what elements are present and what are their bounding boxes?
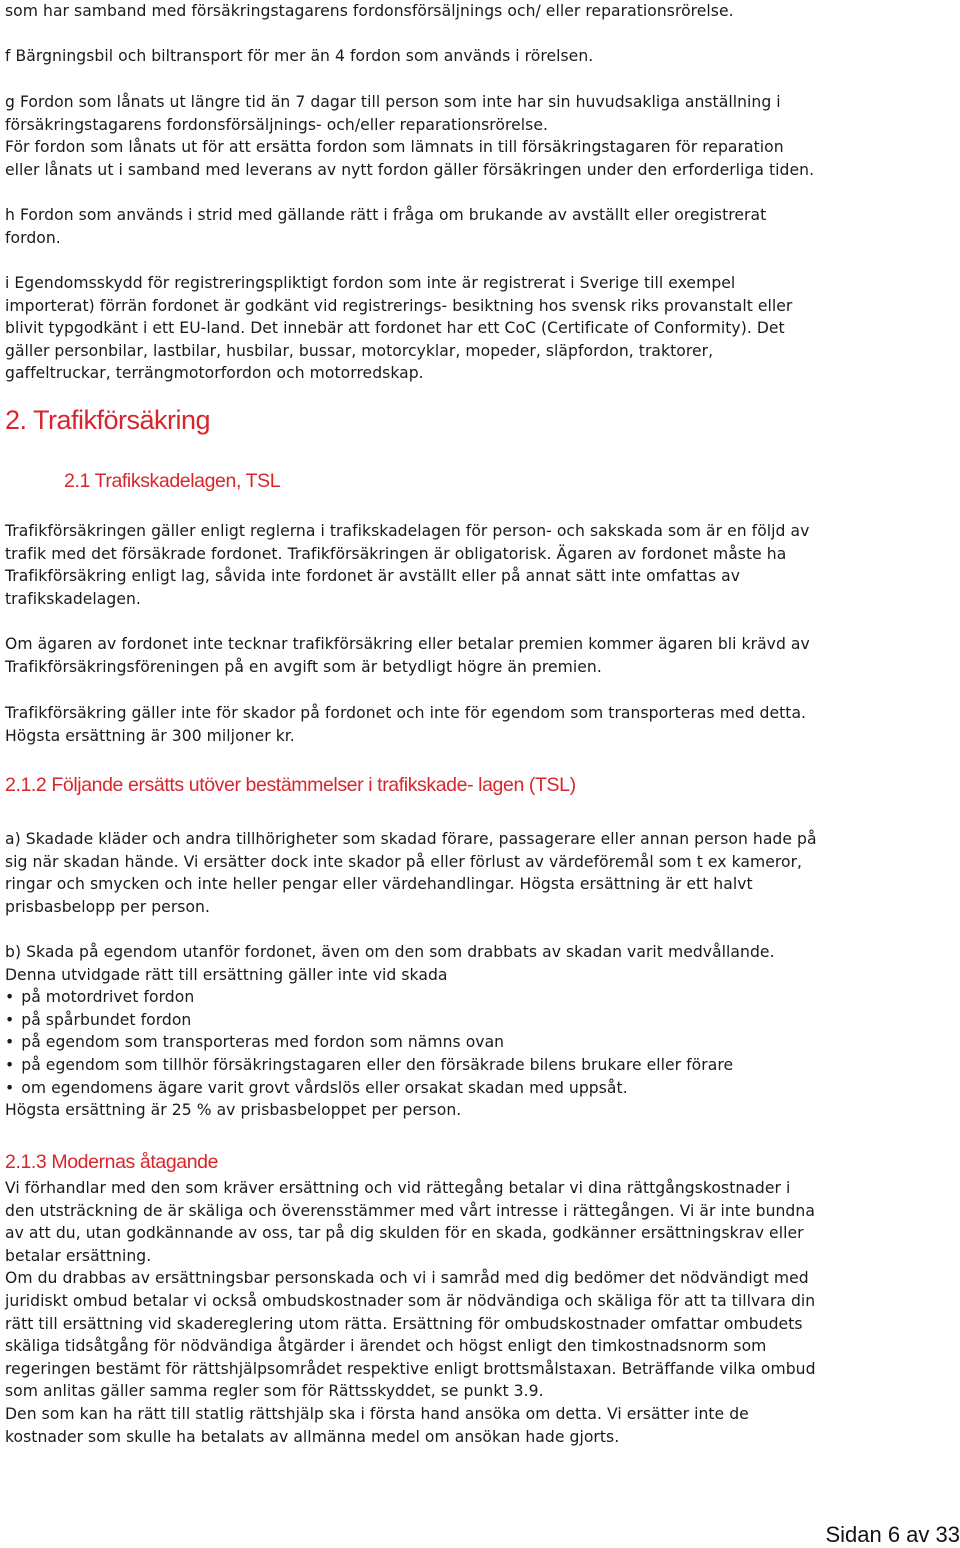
- paragraph-tsl-2: [5, 633, 960, 678]
- text-line: f Bärgningsbil och biltransport för mer än 4 fordon som används i rörelsen.: [5, 47, 594, 65]
- text-line: h Fordon som används i strid med gällande rätt i fråga om brukande av avställt eller oregistrerat: [5, 206, 767, 224]
- text-line: juridiskt ombud betalar vi också ombudskostnader som är nödvändiga och skäliga för att ta tillvara din: [5, 1291, 816, 1310]
- text-line: försäkringstagarens fordonsförsäljnings- och/eller reparationsrörelse.: [5, 115, 548, 134]
- paragraph-a: [5, 828, 960, 918]
- text-line: av att du, utan godkännande av oss, tar på dig skulden för en skada, godkänner ersättningskrav eller: [5, 1224, 804, 1243]
- text-line: b) Skada på egendom utanför fordonet, även om den som drabbats av skadan varit medvållande.: [5, 943, 775, 961]
- list-item: • på egendom som transporteras med fordon som nämns ovan: [5, 1031, 960, 1054]
- text-line: prisbasbelopp per person.: [5, 897, 210, 916]
- paragraph-i: [5, 272, 960, 385]
- text-line: fordon.: [5, 228, 61, 247]
- subsection-heading-2-1: 2.1 Trafikskadelagen, TSL: [64, 470, 281, 492]
- paragraph-tsl-3: [5, 702, 960, 747]
- text-line: den utsträckning de är skäliga och överensstämmer med vårt intresse i rättegången. Vi är inte bundna: [5, 1201, 815, 1220]
- paragraph-intro: [5, 0, 960, 23]
- text-line: Trafikförsäkringsföreningen på en avgift som är betydligt högre än premien.: [5, 657, 602, 676]
- subsection-heading-2-1-3: 2.1.3 Modernas åtagande: [5, 1151, 219, 1173]
- text-line: Trafikförsäkringen gäller enligt reglerna i trafikskadelagen för person- och sakskada som är en följd av: [5, 522, 810, 540]
- text-line: i Egendomsskydd för registreringspliktigt fordon som inte är registrerat i Sverige till exempel: [5, 274, 736, 292]
- paragraph-f: [5, 45, 960, 68]
- text-line: regeringen bestämt för rättshjälpsområdet respektive enligt brottsmålstaxan. Beträffande vilka ombud: [5, 1359, 816, 1378]
- text-line: Om ägaren av fordonet inte tecknar trafikförsäkring eller betalar premien kommer ägaren bli krävd av: [5, 635, 810, 653]
- page-number: Sidan 6 av 33: [825, 1522, 960, 1547]
- list-item: • på egendom som tillhör försäkringstagaren eller den försäkrade bilens brukare eller förare: [5, 1054, 960, 1077]
- text-line: Vi förhandlar med den som kräver ersättning och vid rättegång betalar vi dina rättgångskostnader i: [5, 1179, 791, 1197]
- paragraph-h: [5, 204, 960, 249]
- paragraph-g: [5, 91, 960, 181]
- paragraph-tsl-1: [5, 520, 960, 610]
- text-line: ringar och smycken och inte heller pengar eller värdehandlingar. Högsta ersättning är ett halvt: [5, 875, 753, 894]
- text-line: importerat) förrän fordonet är godkänt vid registrerings- besiktning hos svensk riks provanstalt eller: [5, 296, 793, 315]
- list-item: • om egendomens ägare varit grovt vårdslös eller orsakat skadan med uppsåt.: [5, 1077, 960, 1100]
- section-heading: 2. Trafikförsäkring: [5, 405, 211, 435]
- text-line: Den som kan ha rätt till statlig rättshjälp ska i första hand ansöka om detta. Vi ersätter inte de: [5, 1404, 749, 1423]
- text-line: trafikskadelagen.: [5, 589, 141, 608]
- text-line: g Fordon som lånats ut längre tid än 7 dagar till person som inte har sin huvudsakliga anställning i: [5, 93, 781, 111]
- text-line: som anlitas gäller samma regler som för Rättsskyddet, se punkt 3.9.: [5, 1382, 544, 1401]
- text-line: blivit typgodkänt i ett EU-land. Det innebär att fordonet har ett CoC (Certificate of Conformity). Det: [5, 319, 785, 338]
- paragraph-modernas: [5, 1177, 960, 1448]
- list-item: • på spårbundet fordon: [5, 1009, 960, 1032]
- text-line: Denna utvidgade rätt till ersättning gäller inte vid skada: [5, 965, 448, 984]
- subsection-heading-2-1-2: 2.1.2 Följande ersätts utöver bestämmelser i trafikskade- lagen (TSL): [5, 774, 576, 796]
- text-line: eller lånats ut i samband med leverans av nytt fordon gäller försäkringen under den erforderliga tiden.: [5, 160, 815, 179]
- text-line: Högsta ersättning är 25 % av prisbasbeloppet per person.: [5, 1101, 462, 1120]
- text-line: skäliga tidsåtgång för nödvändiga åtgärder i ärendet och högst enligt den timkostnadsnorm som: [5, 1337, 767, 1356]
- text-line: Trafikförsäkring gäller inte för skador på fordonet och inte för egendom som transporteras med detta.: [5, 704, 807, 722]
- text-line: Om du drabbas av ersättningsbar personskada och vi i samråd med dig bedömer det nödvändigt med: [5, 1269, 809, 1288]
- text-line: sig när skadan hände. Vi ersätter dock inte skador på eller förlust av värdeföremål som t ex kameror,: [5, 852, 803, 871]
- text-line: kostnader som skulle ha betalats av allmänna medel om ansökan hade gjorts.: [5, 1427, 620, 1446]
- paragraph-b: [5, 941, 960, 1122]
- text-line: gäller personbilar, lastbilar, husbilar, bussar, motorcyklar, mopeder, släpfordon, traktorer,: [5, 341, 714, 360]
- text-line: som har samband med försäkringstagarens fordonsförsäljnings och/ eller reparationsrörelse.: [5, 2, 734, 20]
- text-line: Trafikförsäkring enligt lag, såvida inte fordonet är avställt eller på annat sätt inte omfattas av: [5, 567, 741, 586]
- text-line: betalar ersättning.: [5, 1246, 152, 1265]
- text-line: rätt till ersättning vid skadereglering utom rätta. Ersättning för ombudskostnader omfattar ombudets: [5, 1314, 803, 1333]
- text-line: Högsta ersättning är 300 miljoner kr.: [5, 726, 295, 745]
- list-item: • på motordrivet fordon: [5, 986, 960, 1009]
- text-line: trafik med det försäkrade fordonet. Trafikförsäkringen är obligatorisk. Ägaren av fordonet måste ha: [5, 544, 787, 563]
- text-line: gaffeltruckar, terrängmotorfordon och motorredskap.: [5, 364, 424, 383]
- text-line: a) Skadade kläder och andra tillhörigheter som skadad förare, passagerare eller annan person hade på: [5, 830, 817, 848]
- text-line: För fordon som lånats ut för att ersätta fordon som lämnats in till försäkringstagaren för reparation: [5, 138, 784, 157]
